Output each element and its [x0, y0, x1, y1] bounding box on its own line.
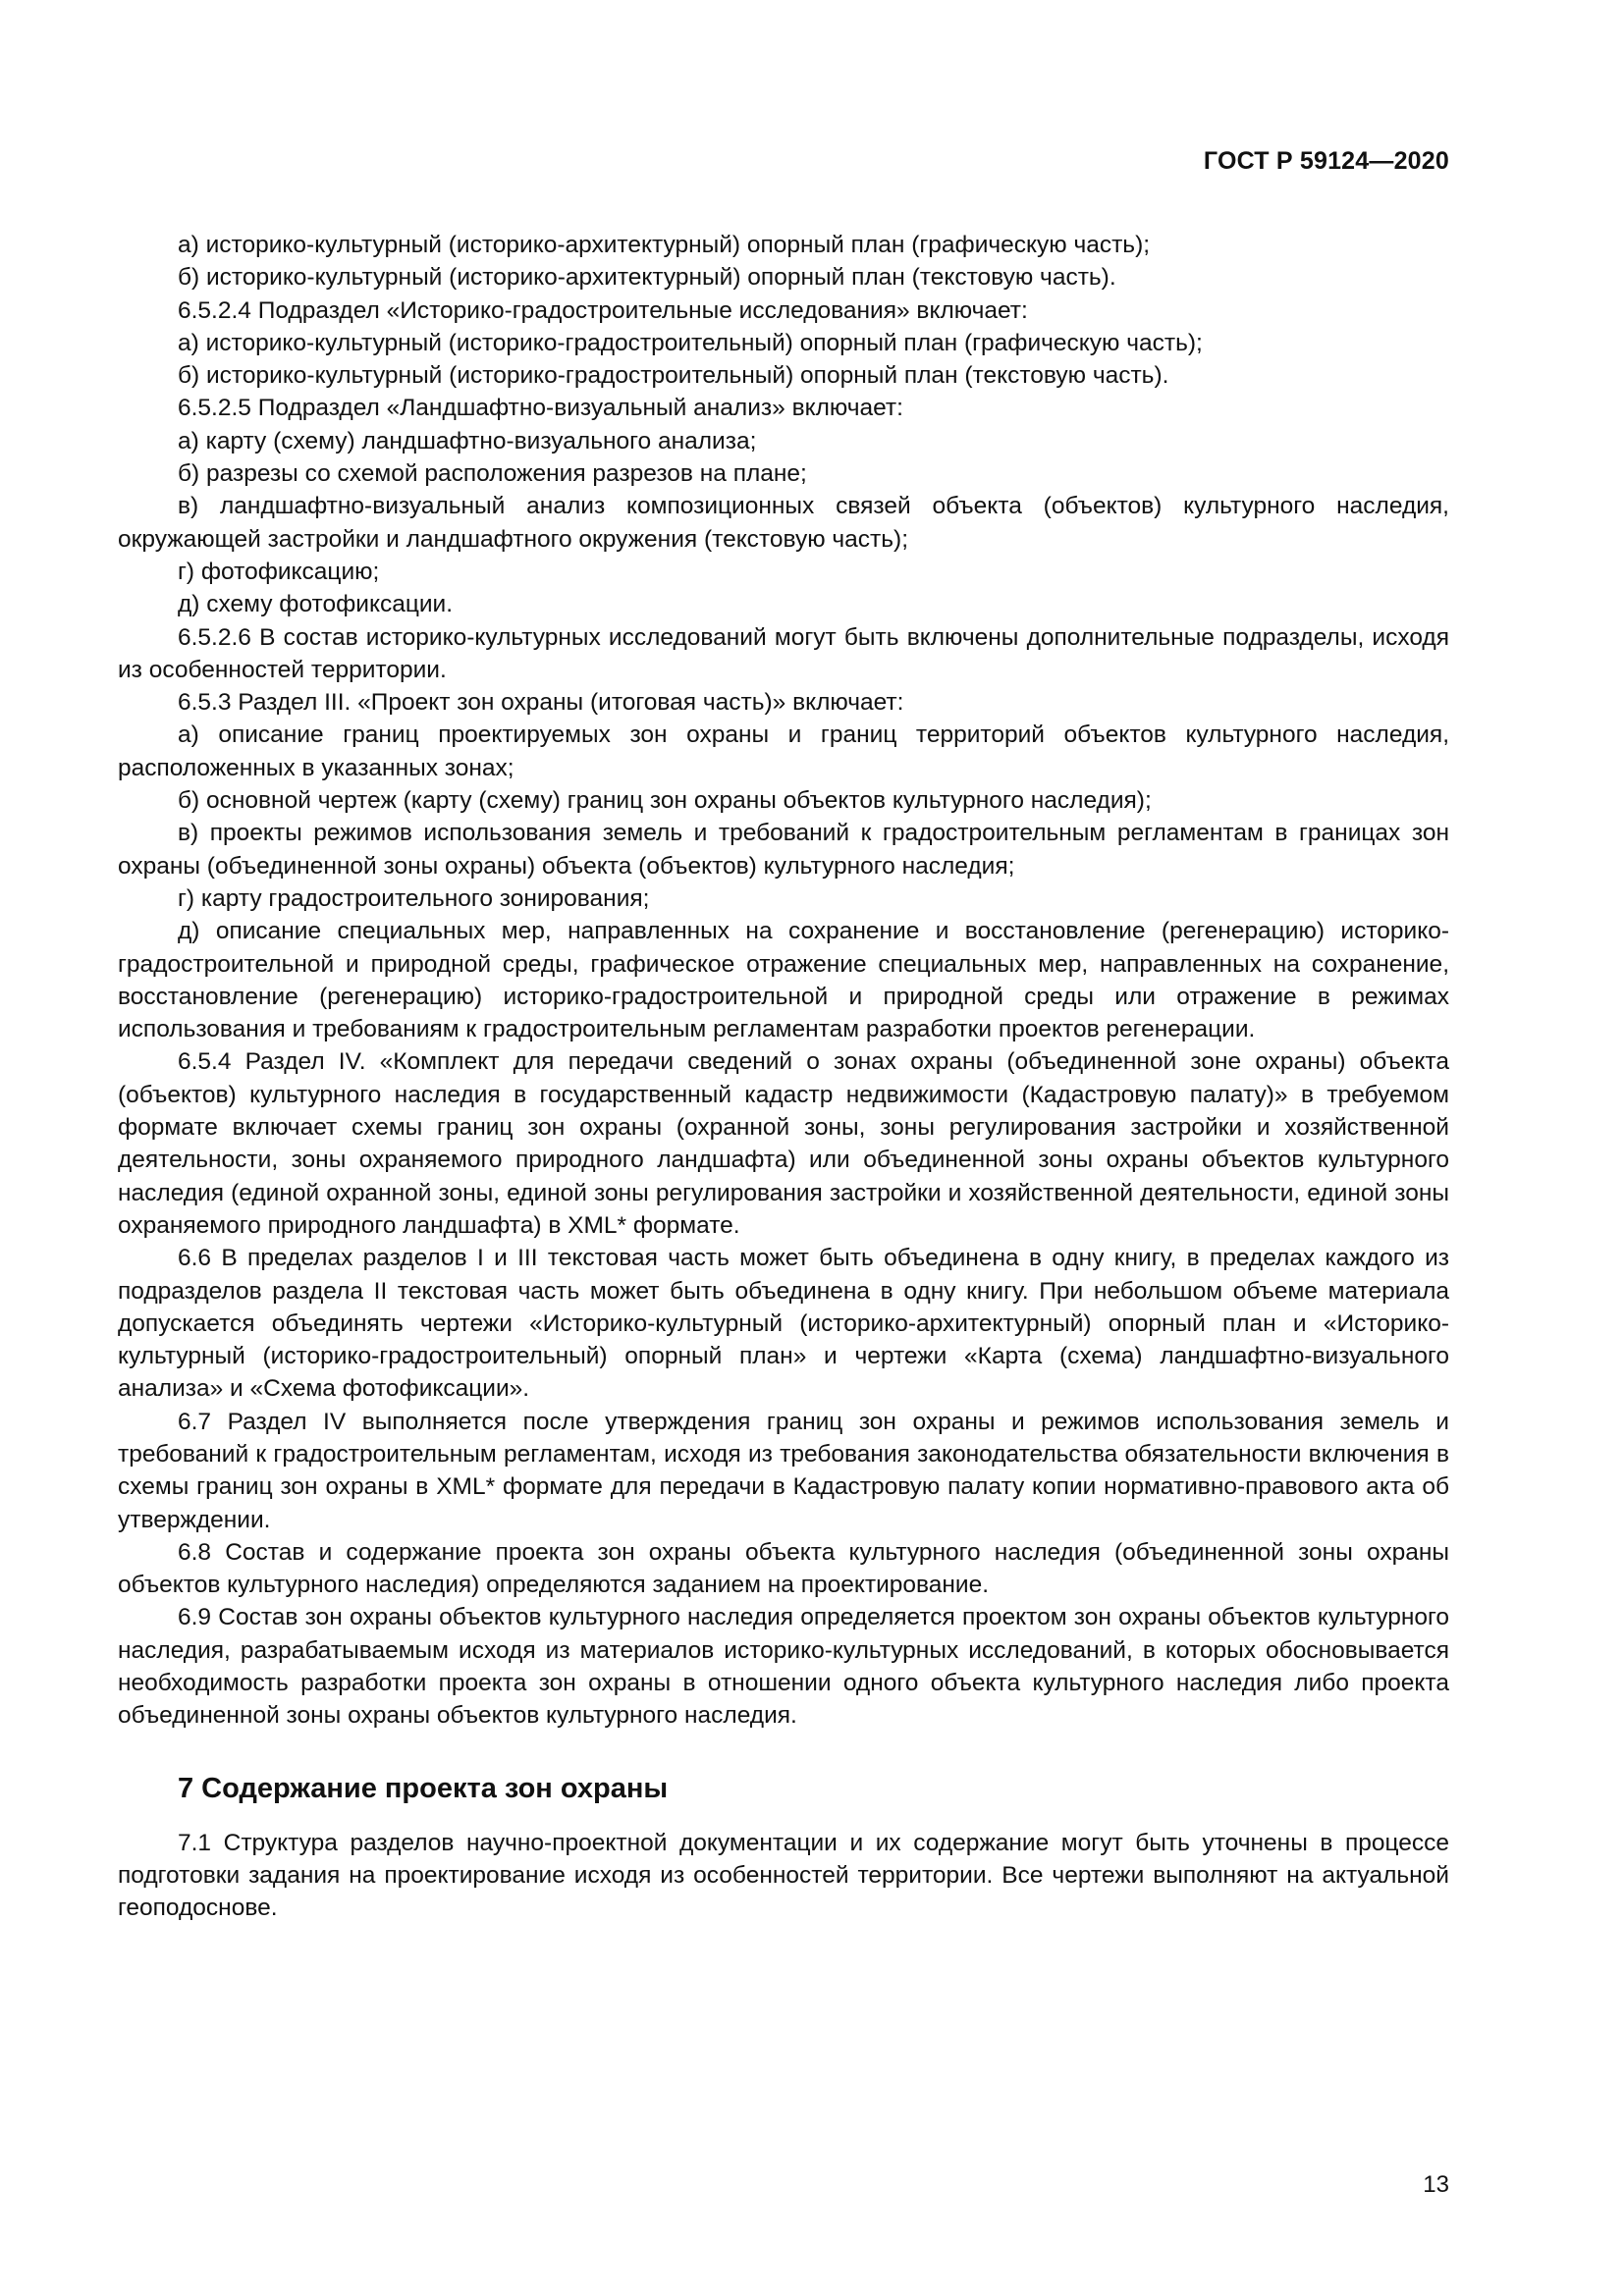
document-header: ГОСТ Р 59124—2020 [1203, 147, 1449, 175]
paragraph: 6.7 Раздел IV выполняется после утверждения границ зон охраны и режимов использования земель и требований к градостроительным регламентам, исходя из требования законодательства обязательности включения в схемы границ зон охраны в XML* формате для передачи в Кадастровую палату копии нормативно-правового акта об утверждении. [118, 1408, 1449, 1533]
paragraph: б) основной чертеж (карту (схему) границ зон охраны объектов культурного наследия); [178, 787, 1152, 815]
section-6-text [118, 229, 1449, 1733]
paragraph: в) ландшафтно-визуальный анализ композиционных связей объекта (объектов) культурного наследия, окружающей застройки и ландшафтного окружения (текстовую часть); [118, 493, 1449, 553]
paragraph: б) разрезы со схемой расположения разрезов на плане; [178, 460, 807, 488]
paragraph: 6.5.4 Раздел IV. «Комплект для передачи сведений о зонах охраны (объединенной зоне охраны) объекта (объектов) культурного наследия в государственный кадастр недвижимости (Кадастровую палату)» в требуемом формате включает схемы границ зон охраны (охранной зоны, зоны регулирования застройки и хозяйственной деятельности, зоны охраняемого природного ландшафта) или объединенной зоны охраны объектов культурного наследия (единой охранной зоны, единой зоны регулирования застройки и хозяйственной деятельности, единой зоны охраняемого природного ландшафта) в XML* формате. [118, 1048, 1449, 1239]
paragraph: д) схему фотофиксации. [178, 591, 454, 618]
paragraph: б) историко-культурный (историко-архитектурный) опорный план (текстовую часть). [178, 264, 1116, 292]
paragraph: а) карту (схему) ландшафтно-визуального анализа; [178, 427, 757, 454]
paragraph: 6.6 В пределах разделов I и III текстовая часть может быть объединена в одну книгу, в пределах каждого из подразделов раздела II текстовая часть может быть объединена в одну книгу. При небольшом объеме материала допускается объединять чертежи «Историко-культурный (историко-архитектурный) опорный план и «Историко-культурный (историко-градостроительный) опорный план» и чертежи «Карта (схема) ландшафтно-визуального анализа» и «Схема фотофиксации». [118, 1245, 1449, 1403]
paragraph: 7.1 Структура разделов научно-проектной документации и их содержание могут быть уточнены в процессе подготовки задания на проектирование исходя из особенностей территории. Все чертежи выполняют на актуальной геоподоснове. [118, 1829, 1449, 1922]
paragraph: 6.5.2.5 Подраздел «Ландшафтно-визуальный анализ» включает: [178, 395, 903, 422]
paragraph: 6.9 Состав зон охраны объектов культурного наследия определяется проектом зон охраны объектов культурного наследия, разрабатываемым исходя из материалов историко-культурных исследований, в которых обосновывается необходимость разработки проекта зон охраны в отношении одного объекта культурного наследия либо проекта объединенной зоны охраны объектов культурного наследия. [118, 1604, 1449, 1730]
paragraph: г) фотофиксацию; [178, 558, 380, 585]
paragraph: б) историко-культурный (историко-градостроительный) опорный план (текстовую часть). [178, 362, 1169, 390]
paragraph: 6.5.2.6 В состав историко-культурных исследований могут быть включены дополнительные подразделы, исходя из особенностей территории. [118, 623, 1449, 683]
page-number: 13 [1423, 2171, 1449, 2198]
paragraph: в) проекты режимов использования земель и требований к градостроительным регламентам в границах зон охраны (объединенной зоны охраны) объекта (объектов) культурного наследия; [118, 820, 1449, 880]
paragraph: 6.5.2.4 Подраздел «Историко-градостроительные исследования» включает: [178, 296, 1028, 324]
section-7-text [118, 1827, 1449, 1925]
paragraph: г) карту градостроительного зонирования; [178, 884, 650, 912]
paragraph: а) описание границ проектируемых зон охраны и границ территорий объектов культурного наследия, расположенных в указанных зонах; [118, 721, 1449, 781]
paragraph: 6.5.3 Раздел III. «Проект зон охраны (итоговая часть)» включает: [178, 689, 904, 717]
paragraph: а) историко-культурный (историко-градостроительный) опорный план (графическую часть); [178, 329, 1203, 356]
paragraph: д) описание специальных мер, направленных на сохранение и восстановление (регенерацию) историко-градостроительной и природной среды, графическое отражение специальных мер, направленных на сохранение, восстановление (регенерацию) историко-градостроительной и природной среды или отражение в режимах использования и требованиям к градостроительным регламентам разработки проектов регенерации. [118, 918, 1449, 1043]
page-body [118, 229, 1449, 1925]
section-heading: 7 Содержание проекта зон охраны [178, 1772, 669, 1804]
paragraph: а) историко-культурный (историко-архитектурный) опорный план (графическую часть); [178, 232, 1151, 258]
paragraph: 6.8 Состав и содержание проекта зон охраны объекта культурного наследия (объединенной зоны охраны объектов культурного наследия) определяются заданием на проектирование. [118, 1538, 1449, 1599]
